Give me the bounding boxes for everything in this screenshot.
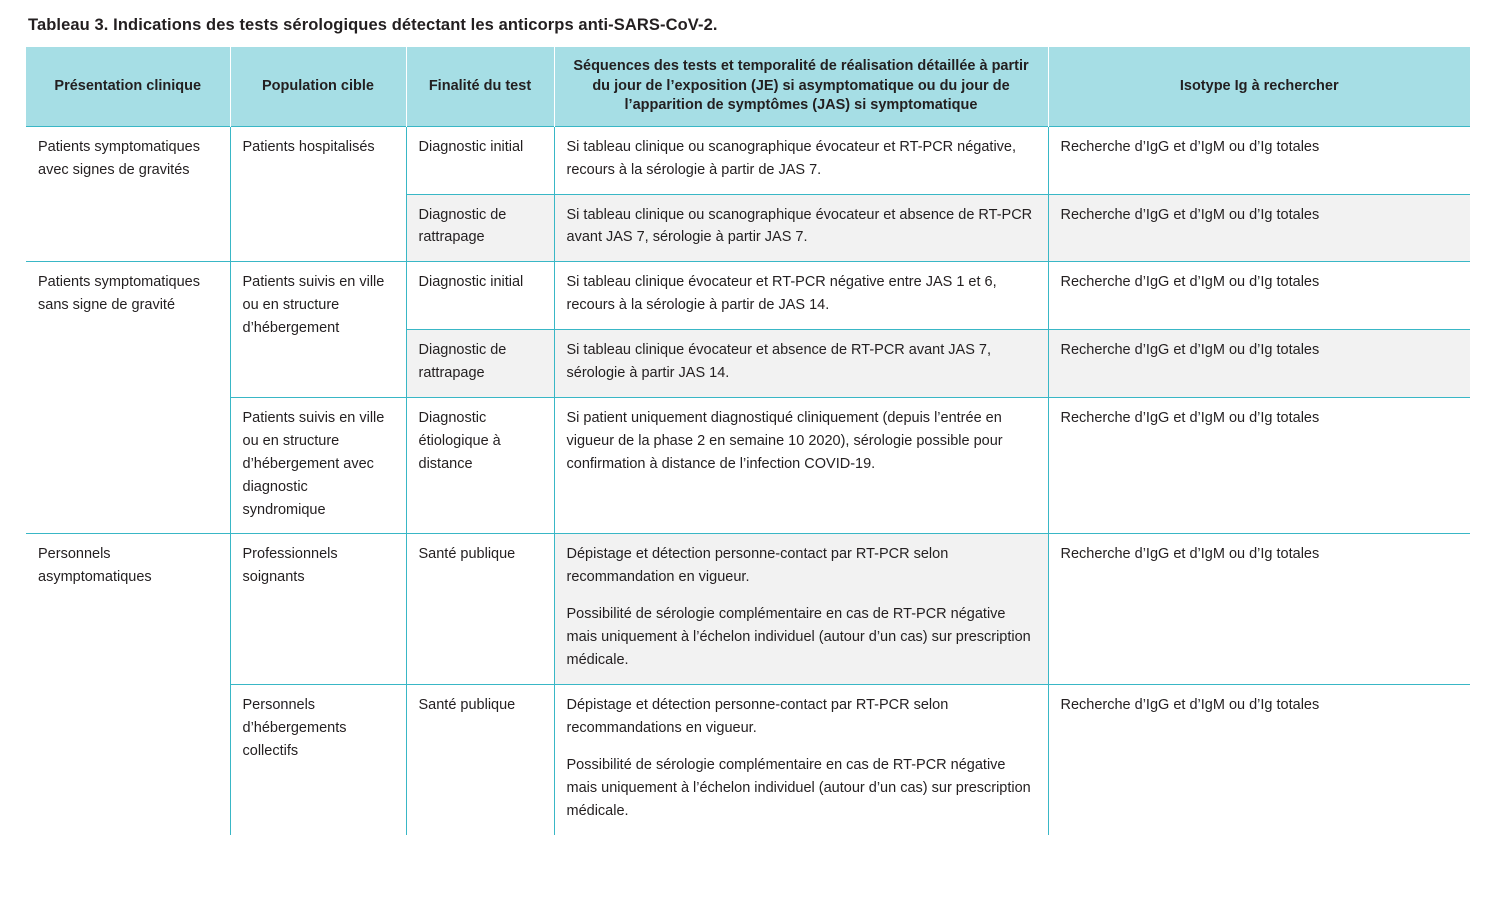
serology-indications-table: [26, 47, 1470, 835]
cell-sequences: Si tableau clinique ou scanographique évocateur et absence de RT-PCR avant JAS 7, sérologie à partir JAS 7.: [554, 194, 1048, 262]
cell-finalite: Diagnostic de rattrapage: [406, 330, 554, 398]
table-row: [26, 397, 1470, 534]
cell-population: Patients hospitalisés: [230, 126, 406, 262]
table-row: [26, 262, 1470, 330]
cell-isotype: Recherche d’IgG et d’IgM ou d’Ig totales: [1048, 262, 1470, 330]
cell-isotype: Recherche d’IgG et d’IgM ou d’Ig totales: [1048, 397, 1470, 534]
cell-isotype: Recherche d’IgG et d’IgM ou d’Ig totales: [1048, 534, 1470, 685]
header-isotype-ig: Isotype Ig à rechercher: [1048, 47, 1470, 126]
table-row: [26, 685, 1470, 835]
cell-sequences-paragraph-1: Dépistage et détection personne-contact par RT-PCR selon recommandations en vigueur.: [566, 697, 949, 736]
cell-population: Professionnels soignants: [230, 534, 406, 685]
cell-sequences-paragraph-1: Dépistage et détection personne-contact par RT-PCR selon recommandation en vigueur.: [566, 546, 949, 586]
cell-finalite: Diagnostic initial: [406, 262, 554, 330]
cell-isotype: Recherche d’IgG et d’IgM ou d’Ig totales: [1048, 126, 1470, 194]
cell-presentation: Personnels asymptomatiques: [26, 534, 230, 835]
cell-sequences-paragraph-2: Possibilité de sérologie complémentaire en cas de RT-PCR négative mais uniquement à l’échelon individuel (autour d’un cas) sur prescription médicale.: [566, 756, 1031, 819]
table-header: [26, 47, 1470, 126]
cell-finalite: Santé publique: [406, 685, 554, 835]
cell-sequences: Si tableau clinique évocateur et absence de RT-PCR avant JAS 7, sérologie à partir JAS 14.: [554, 330, 1048, 398]
cell-population: Patients suivis en ville ou en structure d’hébergement avec diagnostic syndromique: [230, 397, 406, 534]
cell-sequences: [554, 685, 1048, 835]
cell-sequences: Si tableau clinique ou scanographique évocateur et RT-PCR négative, recours à la sérologie à partir de JAS 7.: [554, 126, 1048, 194]
table-row: [26, 126, 1470, 194]
header-sequences-tests: Séquences des tests et temporalité de réalisation détaillée à partir du jour de l’exposition (JE) si asymptomatique ou du jour de l’apparition de symptômes (JAS) si symptomatique: [554, 47, 1048, 126]
cell-finalite: Santé publique: [406, 534, 554, 685]
cell-finalite: Diagnostic étiologique à distance: [406, 397, 554, 534]
cell-sequences: Si patient uniquement diagnostiqué cliniquement (depuis l’entrée en vigueur de la phase 2 en semaine 10 2020), sérologie possible pour confirmation à distance de l’infection COVID-19.: [554, 397, 1048, 534]
cell-presentation: Patients symptomatiques avec signes de gravités: [26, 126, 230, 262]
cell-isotype: Recherche d’IgG et d’IgM ou d’Ig totales: [1048, 685, 1470, 835]
cell-isotype: Recherche d’IgG et d’IgM ou d’Ig totales: [1048, 194, 1470, 262]
cell-isotype: Recherche d’IgG et d’IgM ou d’Ig totales: [1048, 330, 1470, 398]
header-presentation-clinique: Présentation clinique: [26, 47, 230, 126]
cell-finalite: Diagnostic de rattrapage: [406, 194, 554, 262]
header-population-cible: Population cible: [230, 47, 406, 126]
cell-sequences: [554, 534, 1048, 685]
table-header-row: [26, 47, 1470, 126]
cell-presentation: Patients symptomatiques sans signe de gravité: [26, 262, 230, 534]
header-finalite-du-test: Finalité du test: [406, 47, 554, 126]
cell-sequences: Si tableau clinique évocateur et RT-PCR négative entre JAS 1 et 6, recours à la sérologie à partir de JAS 14.: [554, 262, 1048, 330]
table-row: [26, 534, 1470, 685]
cell-sequences-paragraph-2: Possibilité de sérologie complémentaire en cas de RT-PCR négative mais uniquement à l’échelon individuel (autour d’un cas) sur prescription médicale.: [566, 606, 1031, 669]
table-caption: Tableau 3. Indications des tests sérologiques détectant les anticorps anti-SARS-CoV-2.: [28, 16, 718, 34]
cell-finalite: Diagnostic initial: [406, 126, 554, 194]
cell-population: Patients suivis en ville ou en structure d’hébergement: [230, 262, 406, 398]
table-body: [26, 126, 1470, 834]
cell-population: Personnels d’hébergements collectifs: [230, 685, 406, 835]
